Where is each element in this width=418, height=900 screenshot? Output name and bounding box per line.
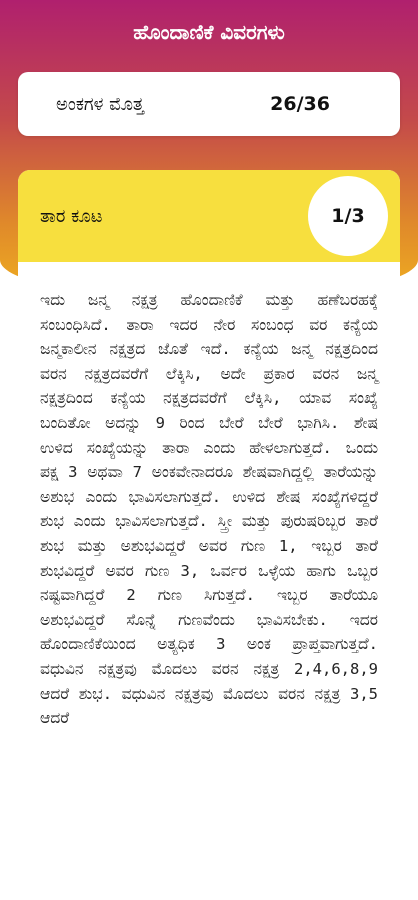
koota-detail-header [18,170,400,262]
page-title: ಹೊಂದಾಣಿಕೆ ವಿವರಗಳು [133,20,285,44]
total-score-value: 26/36 [270,93,330,115]
koota-title: ತಾರ ಕೂಟ [40,205,103,227]
koota-description: ಇದು ಜನ್ಮ ನಕ್ಷತ್ರ ಹೊಂದಾಣಿಕೆ ಮತ್ತು ಹಣೆಬರಹಕ್ಕೆ ಸಂಬಂಧಿಸಿದೆ. ತಾರಾ ಇದರ ನೇರ ಸಂಬಂಧ ವರ ಕನ್ಯೆಯ ಜನ್ಮಕಾಲೀನ ನಕ್ಷತ್ರದ ಜೊತೆ ಇದೆ. ಕನ್ಯೆಯ ಜನ್ಮ ನಕ್ಷತ್ರದಿಂದ ವರನ ನಕ್ಷತ್ರದವರೆಗೆ ಲೆಕ್ಕಿಸಿ, ಅದೇ ಪ್ರಕಾರ ವರನ ಜನ್ಮ ನಕ್ಷತ್ರದಿಂದ ಕನ್ಯೆಯ ನಕ್ಷತ್ರದವರೆಗೆ ಲೆಕ್ಕಿಸಿ, ಯಾವ ಸಂಖ್ಯೆ ಬಂದಿತೋ ಅದನ್ನು 9 ರಿಂದ ಬೇರೆ ಬೇರೆ ಭಾಗಿಸಿ. ಶೇಷ ಉಳಿದ ಸಂಖ್ಯೆಯನ್ನು ತಾರಾ ಎಂದು ಹೇಳಲಾಗುತ್ತದೆ. ಒಂದು ಪಕ್ಷ 3 ಅಥವಾ 7 ಅಂಕವೇನಾದರೂ ಶೇಷವಾಗಿದ್ದಲ್ಲಿ ತಾರೆಯನ್ನು ಅಶುಭ ಎಂದು ಭಾವಿಸಲಾಗುತ್ತದೆ. ಉಳಿದ ಶೇಷ ಸಂಖ್ಯೆಗಳಿದ್ದರೆ ಶುಭ ಎಂದು ಭಾವಿಸಲಾಗುತ್ತದೆ. ಸ್ತ್ರೀ ಮತ್ತು ಪುರುಷರಿಬ್ಬರ ತಾರೆ ಶುಭ ಮತ್ತು ಅಶುಭವಿದ್ದರೆ ಅವರ ಗುಣ 1, ಇಬ್ಬರ ತಾರೆ ಶುಭವಿದ್ದರೆ ಅವರ ಗುಣ 3, ಒರ್ವರ ಒಳ್ಳೆಯ ಹಾಗು ಒಬ್ಬರ ನಷ್ಟವಾಗಿದ್ದರೆ 2 ಗುಣ ಸಿಗುತ್ತದೆ. ಇಬ್ಬರ ತಾರೆಯೂ ಅಶುಭವಿದ್ದರೆ ಸೊನ್ನೆ ಗುಣವೆಂದು ಭಾವಿಸಬೇಕು. ಇದರ ಹೊಂದಾಣಿಕೆಯಿಂದ ಅತ್ಯಧಿಕ 3 ಅಂಕ ಪ್ರಾಪ್ತವಾಗುತ್ತದೆ. ವಧುವಿನ ನಕ್ಷತ್ರವು ಮೊದಲು ವರನ ನಕ್ಷತ್ರ 2,4,6,8,9 ಆದರೆ ಶುಭ. ವಧುವಿನ ನಕ್ಷತ್ರವು ಮೊದಲು ವರನ ನಕ್ಷತ್ರ 3,5 ಆದರೆ [40,291,378,728]
total-score-label: ಅಂಕಗಳ ಮೊತ್ತ [56,93,144,115]
koota-score-badge: 1/3 [308,176,388,256]
total-score-card [18,72,400,136]
koota-detail-card [18,170,400,900]
